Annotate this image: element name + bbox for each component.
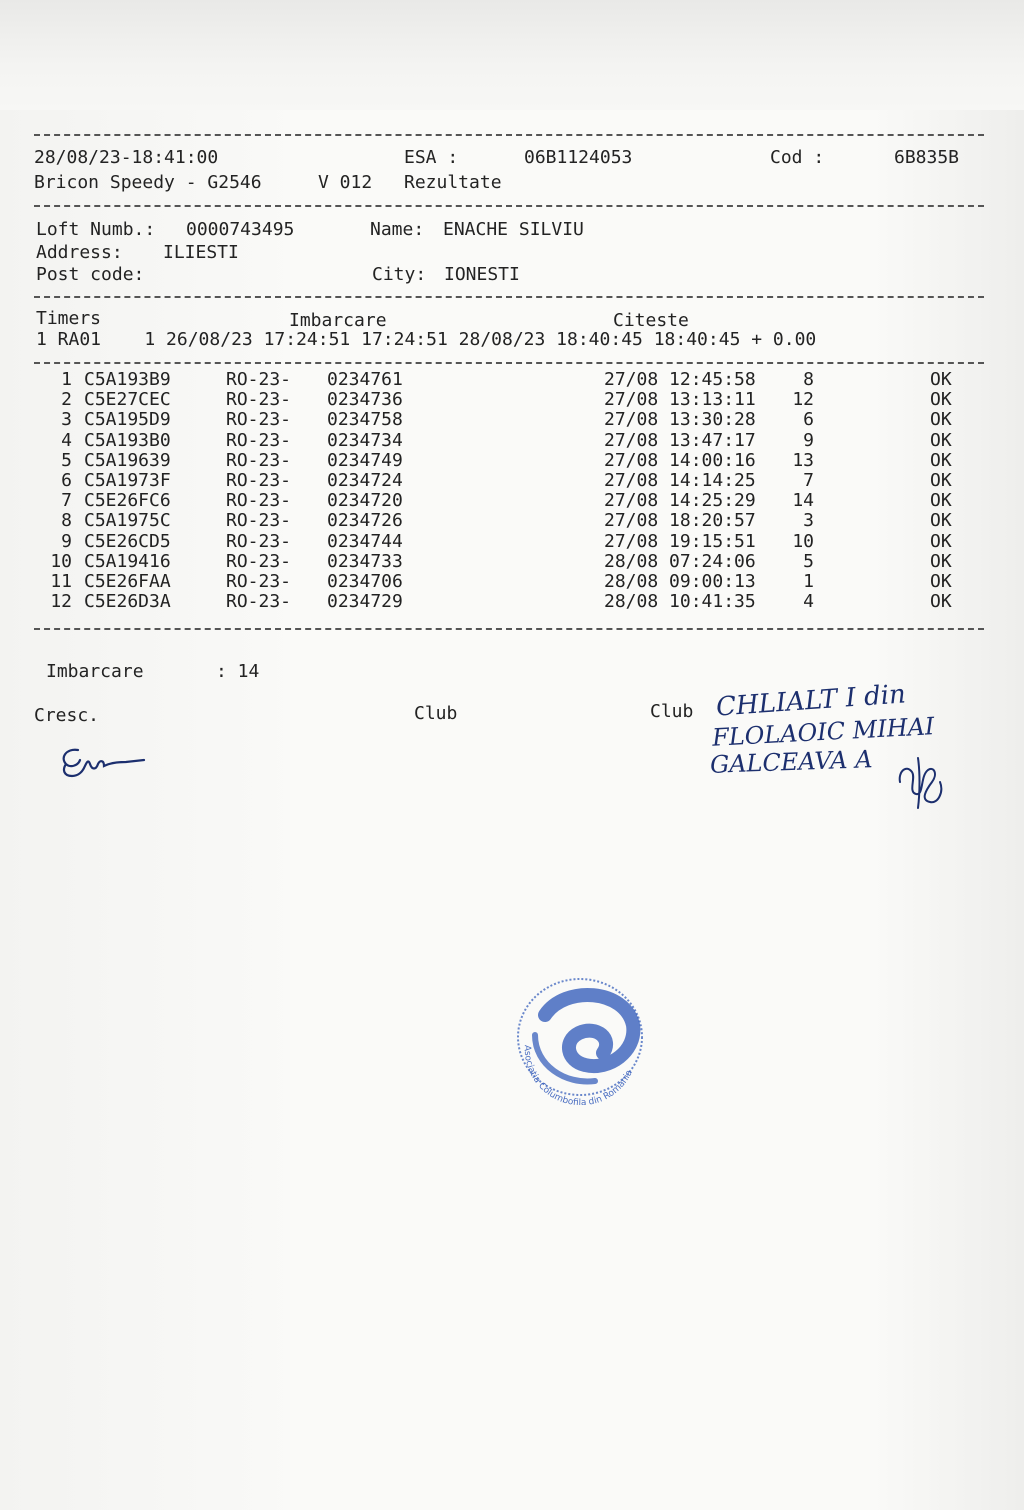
result-ring-number: 0234736 <box>327 389 403 411</box>
result-ring-number: 0234724 <box>327 470 403 491</box>
result-status: OK <box>930 571 952 592</box>
result-arrival-time: 28/08 07:24:06 <box>604 550 756 572</box>
result-ring-number: 0234758 <box>327 409 403 431</box>
result-ring-prefix: RO-23- <box>226 389 292 411</box>
divider-results <box>34 628 984 630</box>
result-arrival-time: 27/08 14:14:25 <box>604 470 756 491</box>
result-ring-number: 0234749 <box>327 449 403 471</box>
report-title: Rezultate <box>404 172 502 193</box>
timers-line: 1 RA01 1 26/08/23 17:24:51 17:24:51 28/08/23 18:40:45 18:40:45 + 0.00 <box>36 329 817 350</box>
result-index: 6 <box>61 470 72 491</box>
cod-value: 6B835B <box>894 147 960 168</box>
result-ring-prefix: RO-23- <box>226 571 292 592</box>
result-ring-prefix: RO-23- <box>226 429 292 451</box>
table-row <box>0 592 1024 612</box>
result-ring-number: 0234720 <box>327 490 403 512</box>
result-index: 2 <box>61 389 72 411</box>
result-rank: 6 <box>803 409 814 431</box>
scan-shadow <box>0 0 1024 110</box>
result-chip: C5A19639 <box>84 449 171 471</box>
report-datetime: 28/08/23-18:41:00 <box>34 147 219 168</box>
result-ring-number: 0234726 <box>327 510 403 532</box>
result-ring-prefix: RO-23- <box>226 591 292 613</box>
table-row <box>0 511 1024 531</box>
table-row <box>0 552 1024 572</box>
result-index: 1 <box>61 369 72 390</box>
result-status: OK <box>930 369 952 390</box>
result-index: 3 <box>61 409 72 431</box>
cresc-label: Cresc. <box>34 705 100 726</box>
stamp-text: Asociatia Columbofila din Romania <box>521 1044 635 1105</box>
result-arrival-time: 28/08 09:00:13 <box>604 571 756 592</box>
table-row <box>0 572 1024 592</box>
club-label-2: Club <box>650 701 694 722</box>
result-chip: C5A195D9 <box>84 409 171 431</box>
result-status: OK <box>930 409 952 431</box>
address-value: ILIESTI <box>163 242 239 263</box>
city-label: City: <box>372 264 427 285</box>
imbarcare-total-label: Imbarcare <box>46 661 144 682</box>
table-row <box>0 370 1024 390</box>
result-chip: C5A19416 <box>84 550 171 572</box>
result-rank: 10 <box>792 530 814 552</box>
result-arrival-time: 27/08 13:30:28 <box>604 409 756 431</box>
loft-label: Loft Numb.: <box>36 219 156 240</box>
breeder-signature <box>56 742 156 782</box>
result-status: OK <box>930 510 952 532</box>
result-index: 8 <box>61 510 72 532</box>
result-ring-number: 0234761 <box>327 369 403 390</box>
result-ring-prefix: RO-23- <box>226 449 292 471</box>
result-arrival-time: 27/08 13:13:11 <box>604 389 756 411</box>
city-value: IONESTI <box>444 264 520 285</box>
result-status: OK <box>930 429 952 451</box>
result-ring-number: 0234734 <box>327 429 403 451</box>
result-rank: 4 <box>803 591 814 613</box>
result-index: 4 <box>61 429 72 451</box>
result-status: OK <box>930 550 952 572</box>
result-rank: 5 <box>803 550 814 572</box>
divider-fancier <box>34 296 984 298</box>
result-rank: 12 <box>792 389 814 411</box>
result-arrival-time: 28/08 10:41:35 <box>604 591 756 613</box>
result-status: OK <box>930 530 952 552</box>
divider-timers <box>34 362 984 364</box>
timers-label: Timers <box>36 308 102 329</box>
result-status: OK <box>930 389 952 411</box>
club-signature <box>890 752 950 812</box>
result-ring-prefix: RO-23- <box>226 409 292 431</box>
result-rank: 3 <box>803 510 814 532</box>
table-row <box>0 431 1024 451</box>
result-status: OK <box>930 591 952 613</box>
result-index: 5 <box>61 449 72 471</box>
result-chip: C5E26FAA <box>84 571 171 592</box>
result-arrival-time: 27/08 19:15:51 <box>604 530 756 552</box>
divider-top <box>34 134 984 136</box>
table-row <box>0 451 1024 471</box>
name-label: Name: <box>370 219 425 240</box>
esa-label: ESA : <box>404 147 459 168</box>
result-chip: C5A1973F <box>84 470 171 491</box>
result-ring-prefix: RO-23- <box>226 470 292 491</box>
result-ring-number: 0234706 <box>327 571 403 592</box>
handwritten-line-2: FLOLAOIC MIHAI <box>711 712 936 752</box>
result-chip: C5E27CEC <box>84 389 171 411</box>
result-arrival-time: 27/08 14:00:16 <box>604 449 756 471</box>
result-ring-prefix: RO-23- <box>226 530 292 552</box>
table-row <box>0 491 1024 511</box>
result-chip: C5E26FC6 <box>84 490 171 512</box>
table-row <box>0 390 1024 410</box>
result-arrival-time: 27/08 14:25:29 <box>604 490 756 512</box>
timers-imbarcare-label: Imbarcare <box>289 310 387 331</box>
result-chip: C5E26D3A <box>84 591 171 613</box>
handwritten-line-3: GALCEAVA A <box>709 745 873 779</box>
result-index: 7 <box>61 490 72 512</box>
result-ring-prefix: RO-23- <box>226 369 292 390</box>
result-rank: 1 <box>803 571 814 592</box>
handwritten-line-1: CHLIALT I din <box>715 679 907 723</box>
result-rank: 14 <box>792 490 814 512</box>
cod-label: Cod : <box>770 147 825 168</box>
postcode-label: Post code: <box>36 264 145 285</box>
result-arrival-time: 27/08 13:47:17 <box>604 429 756 451</box>
result-chip: C5A193B0 <box>84 429 171 451</box>
table-row <box>0 471 1024 491</box>
timers-citeste-label: Citeste <box>613 310 689 331</box>
result-ring-number: 0234744 <box>327 530 403 552</box>
table-row <box>0 410 1024 430</box>
device-name: Bricon Speedy - G2546 <box>34 172 262 193</box>
result-status: OK <box>930 490 952 512</box>
result-rank: 8 <box>803 369 814 390</box>
result-rank: 7 <box>803 470 814 491</box>
result-status: OK <box>930 449 952 471</box>
result-status: OK <box>930 470 952 491</box>
divider-header <box>34 205 984 207</box>
table-row <box>0 532 1024 552</box>
result-ring-prefix: RO-23- <box>226 550 292 572</box>
result-index: 11 <box>50 571 72 592</box>
imbarcare-total-value: : 14 <box>216 661 260 682</box>
result-arrival-time: 27/08 12:45:58 <box>604 369 756 390</box>
result-index: 9 <box>61 530 72 552</box>
esa-value: 06B1124053 <box>524 147 633 168</box>
device-version: V 012 <box>318 172 373 193</box>
result-rank: 13 <box>792 449 814 471</box>
result-ring-number: 0234733 <box>327 550 403 572</box>
club-label-1: Club <box>414 703 458 724</box>
loft-value: 0000743495 <box>186 219 295 240</box>
result-chip: C5E26CD5 <box>84 530 171 552</box>
result-chip: C5A1975C <box>84 510 171 532</box>
result-rank: 9 <box>803 429 814 451</box>
result-chip: C5A193B9 <box>84 369 171 390</box>
result-ring-prefix: RO-23- <box>226 490 292 512</box>
result-ring-number: 0234729 <box>327 591 403 613</box>
result-index: 10 <box>50 550 72 572</box>
name-value: ENACHE SILVIU <box>443 219 584 240</box>
result-index: 12 <box>50 591 72 613</box>
club-stamp <box>505 975 655 1105</box>
result-arrival-time: 27/08 18:20:57 <box>604 510 756 532</box>
result-ring-prefix: RO-23- <box>226 510 292 532</box>
address-label: Address: <box>36 242 123 263</box>
